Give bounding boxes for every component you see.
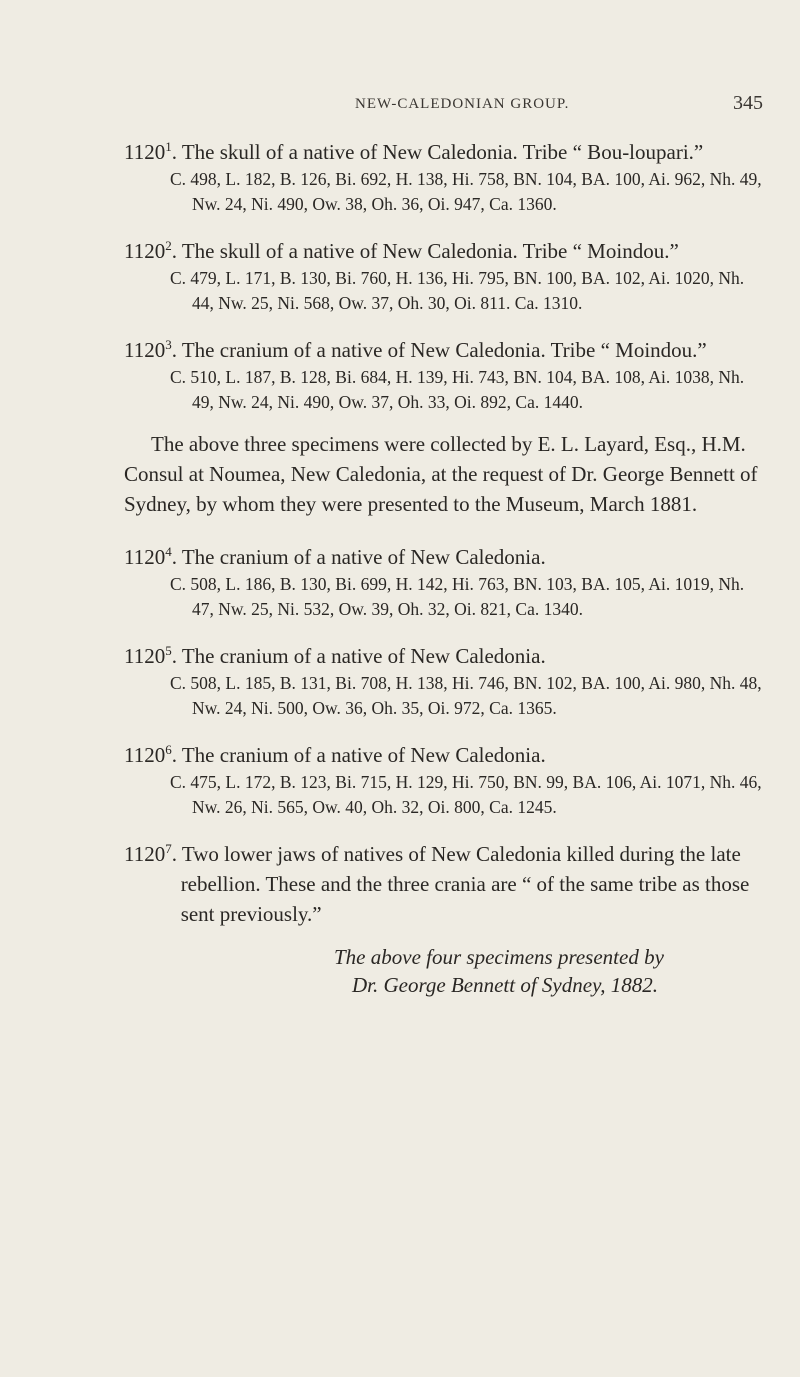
- donor-credit: [334, 943, 764, 999]
- page-number: 345: [733, 92, 763, 114]
- entry-description: . The skull of a native of New Caledonia. Tribe “ Bou-loupari.”: [171, 140, 704, 164]
- entry-number: 1120: [124, 239, 166, 263]
- catalogue-entry-4: [124, 537, 764, 622]
- entry-superscript: 7: [165, 841, 172, 856]
- catalogue-entry-5: [124, 636, 764, 721]
- entry-description: . The skull of a native of New Caledonia. Tribe “ Moindou.”: [171, 239, 679, 263]
- entry-measurements: C. 510, L. 187, B. 128, Bi. 684, H. 139, Hi. 743, BN. 104, BA. 108, Ai. 1038, Nh. 49, Nw. 24, Ni. 490, Ow. 37, Oh. 33, Oi. 892, Ca. 1440.: [170, 367, 745, 412]
- entry-measurements: C. 498, L. 182, B. 126, Bi. 692, H. 138, Hi. 758, BN. 104, BA. 100, Ai. 962, Nh. 49, Nw. 24, Ni. 490, Ow. 38, Oh. 36, Oi. 947, Ca. 1360.: [170, 169, 762, 214]
- entry-description: . The cranium of a native of New Caledonia.: [171, 545, 546, 569]
- entry-heading: [124, 636, 764, 671]
- entry-number: 1120: [124, 140, 166, 164]
- entry-number: 1120: [124, 842, 166, 866]
- catalogue-entry-7: [124, 834, 764, 929]
- entry-description: . The cranium of a native of New Caledonia.: [171, 743, 546, 767]
- entry-heading: [124, 231, 764, 266]
- entry-superscript: 6: [165, 742, 172, 757]
- entry-superscript: 1: [165, 139, 172, 154]
- entry-measurements: C. 475, L. 172, B. 123, Bi. 715, H. 129, Hi. 750, BN. 99, BA. 106, Ai. 1071, Nh. 46, Nw. 26, Ni. 565, Ow. 40, Oh. 32, Oi. 800, Ca. 1245.: [170, 772, 762, 817]
- entry-heading: [124, 537, 764, 572]
- catalogue-entry-6: [124, 735, 764, 820]
- entry-description: . Two lower jaws of natives of New Caledonia killed during the late rebellion. These and the three crania are “ of the same tribe as those sent previously.”: [171, 842, 750, 926]
- catalogue-entry-3: [124, 330, 764, 415]
- page-content: [124, 132, 764, 999]
- entry-number: 1120: [124, 644, 166, 668]
- credit-line-2: Dr. George Bennett of Sydney, 1882.: [352, 973, 658, 997]
- entry-description: . The cranium of a native of New Caledonia. Tribe “ Moindou.”: [171, 338, 707, 362]
- page-header: [0, 92, 800, 122]
- credit-line-1: The above four specimens presented by: [334, 945, 664, 969]
- entry-superscript: 3: [165, 337, 172, 352]
- running-head: NEW-CALEDONIAN GROUP.: [355, 96, 570, 112]
- entry-measurements: C. 479, L. 171, B. 130, Bi. 760, H. 136, Hi. 795, BN. 100, BA. 102, Ai. 1020, Nh. 44, Nw. 25, Ni. 568, Ow. 37, Oh. 30, Oi. 811. Ca. 1310.: [170, 268, 745, 313]
- entry-number: 1120: [124, 338, 166, 362]
- entry-number: 1120: [124, 743, 166, 767]
- entry-measurements: C. 508, L. 185, B. 131, Bi. 708, H. 138, Hi. 746, BN. 102, BA. 100, Ai. 980, Nh. 48, Nw. 24, Ni. 500, Ow. 36, Oh. 35, Oi. 972, Ca. 1365.: [170, 673, 762, 718]
- entry-heading: [124, 735, 764, 770]
- entry-superscript: 5: [165, 643, 172, 658]
- entry-measurements: C. 508, L. 186, B. 130, Bi. 699, H. 142, Hi. 763, BN. 103, BA. 105, Ai. 1019, Nh. 47, Nw. 25, Ni. 532, Ow. 39, Oh. 32, Oi. 821, Ca. 1340.: [170, 574, 745, 619]
- catalogue-entry-1: [124, 132, 764, 217]
- entry-heading: [124, 330, 764, 365]
- entry-heading: [124, 834, 764, 929]
- entry-superscript: 2: [165, 238, 172, 253]
- entry-description: . The cranium of a native of New Caledonia.: [171, 644, 546, 668]
- catalogue-entry-2: [124, 231, 764, 316]
- entry-superscript: 4: [165, 544, 172, 559]
- entry-heading: [124, 132, 764, 167]
- entry-number: 1120: [124, 545, 166, 569]
- collection-note: The above three specimens were collected by E. L. Layard, Esq., H.M. Consul at Noumea, New Caledonia, at the request of Dr. George Bennett of Sydney, by whom they were presented to the Museum, March 1881.: [124, 432, 758, 516]
